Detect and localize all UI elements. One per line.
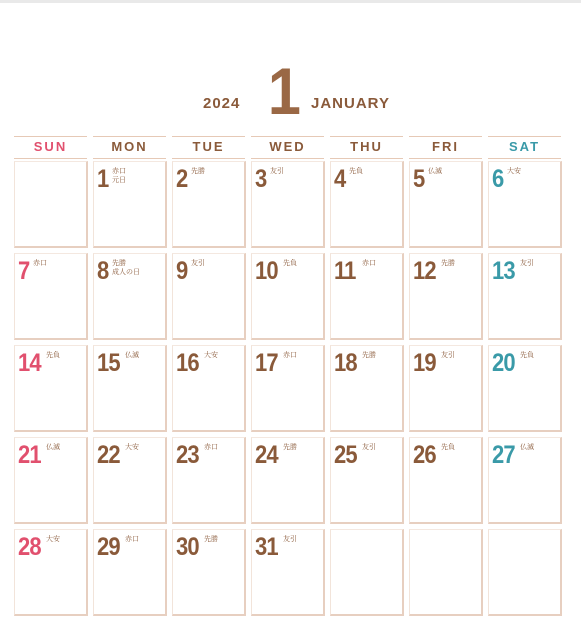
rokuyo-label: 先負 — [283, 260, 297, 267]
day-cell[interactable] — [488, 345, 562, 432]
day-cell[interactable] — [172, 529, 246, 616]
day-number: 9 — [176, 257, 188, 285]
day-cell[interactable] — [251, 253, 325, 340]
month-number: 1 — [267, 54, 301, 128]
weekday-mon: MON — [93, 138, 166, 156]
day-number: 22 — [97, 441, 120, 469]
rokuyo-label: 先勝 — [204, 536, 218, 543]
calendar-header — [0, 54, 581, 128]
weekday-thu: THU — [330, 138, 403, 156]
day-cell[interactable] — [14, 253, 88, 340]
rokuyo-label: 先負 — [441, 444, 455, 451]
rokuyo-label: 赤口 — [125, 536, 139, 543]
weekday-sat: SAT — [488, 138, 561, 156]
day-cell[interactable] — [409, 253, 483, 340]
rokuyo-label: 赤口 — [283, 352, 297, 359]
day-number: 27 — [492, 441, 515, 469]
day-number: 7 — [18, 257, 30, 285]
day-number: 30 — [176, 533, 199, 561]
month-name: JANUARY — [311, 95, 390, 112]
rokuyo-label: 大安 — [125, 444, 139, 451]
day-cell[interactable] — [93, 253, 167, 340]
day-cell[interactable] — [93, 529, 167, 616]
rokuyo-label: 友引 — [520, 260, 534, 267]
rokuyo-label: 仏滅 — [520, 444, 534, 451]
day-cell[interactable] — [488, 161, 562, 248]
rokuyo-label: 先負 — [46, 352, 60, 359]
day-number: 5 — [413, 165, 425, 193]
rokuyo-label: 赤口 — [33, 260, 47, 267]
day-cell[interactable] — [330, 161, 404, 248]
day-number: 4 — [334, 165, 346, 193]
weekday-tue: TUE — [172, 138, 245, 156]
rokuyo-label: 仏滅 — [46, 444, 60, 451]
rokuyo-label: 先勝 — [362, 352, 376, 359]
rokuyo-label: 先勝 — [441, 260, 455, 267]
day-cell[interactable] — [488, 253, 562, 340]
day-number: 13 — [492, 257, 515, 285]
weekday-wed: WED — [251, 138, 324, 156]
day-cell[interactable] — [409, 161, 483, 248]
day-cell[interactable] — [93, 345, 167, 432]
day-number: 31 — [255, 533, 278, 561]
day-number: 23 — [176, 441, 199, 469]
day-number: 25 — [334, 441, 357, 469]
day-number: 3 — [255, 165, 267, 193]
day-number: 6 — [492, 165, 504, 193]
year-label: 2024 — [203, 95, 241, 112]
day-cell[interactable] — [14, 529, 88, 616]
day-cell[interactable] — [93, 161, 167, 248]
empty-day-cell — [488, 529, 562, 616]
rokuyo-label: 友引 — [270, 168, 284, 175]
day-cell[interactable] — [330, 345, 404, 432]
rokuyo-label: 赤口 — [362, 260, 376, 267]
day-number: 28 — [18, 533, 41, 561]
rokuyo-label: 赤口 — [112, 168, 126, 175]
day-cell[interactable] — [251, 529, 325, 616]
calendar-grid — [14, 161, 568, 621]
empty-day-cell — [14, 161, 88, 248]
day-cell[interactable] — [93, 437, 167, 524]
rokuyo-label: 友引 — [362, 444, 376, 451]
empty-day-cell — [330, 529, 404, 616]
day-number: 18 — [334, 349, 357, 377]
rokuyo-label: 先負 — [520, 352, 534, 359]
day-number: 17 — [255, 349, 278, 377]
empty-day-cell — [409, 529, 483, 616]
day-cell[interactable] — [172, 437, 246, 524]
day-cell[interactable] — [172, 253, 246, 340]
day-cell[interactable] — [251, 161, 325, 248]
rokuyo-label: 仏滅 — [125, 352, 139, 359]
day-cell[interactable] — [14, 437, 88, 524]
day-cell[interactable] — [330, 437, 404, 524]
day-number: 1 — [97, 165, 109, 193]
day-number: 16 — [176, 349, 199, 377]
day-number: 21 — [18, 441, 41, 469]
day-number: 24 — [255, 441, 278, 469]
rokuyo-label: 友引 — [283, 536, 297, 543]
day-number: 11 — [334, 257, 356, 285]
rokuyo-label: 友引 — [191, 260, 205, 267]
weekday-sun: SUN — [14, 138, 87, 156]
day-cell[interactable] — [409, 437, 483, 524]
rokuyo-label: 先負 — [349, 168, 363, 175]
day-number: 20 — [492, 349, 515, 377]
day-cell[interactable] — [14, 345, 88, 432]
day-number: 8 — [97, 257, 109, 285]
day-cell[interactable] — [409, 345, 483, 432]
rokuyo-label: 大安 — [204, 352, 218, 359]
day-cell[interactable] — [330, 253, 404, 340]
holiday-label: 成人の日 — [112, 269, 140, 276]
rokuyo-label: 大安 — [507, 168, 521, 175]
rokuyo-label: 仏滅 — [428, 168, 442, 175]
weekday-header-row — [14, 138, 568, 160]
day-number: 15 — [97, 349, 120, 377]
day-cell[interactable] — [251, 345, 325, 432]
day-number: 26 — [413, 441, 436, 469]
rokuyo-label: 先勝 — [191, 168, 205, 175]
day-number: 10 — [255, 257, 278, 285]
day-cell[interactable] — [251, 437, 325, 524]
rokuyo-label: 赤口 — [204, 444, 218, 451]
rokuyo-label: 友引 — [441, 352, 455, 359]
top-edge — [0, 0, 581, 3]
holiday-label: 元日 — [112, 177, 126, 184]
day-number: 29 — [97, 533, 120, 561]
day-cell[interactable] — [488, 437, 562, 524]
rokuyo-label: 先勝 — [112, 260, 126, 267]
day-cell[interactable] — [172, 161, 246, 248]
day-number: 14 — [18, 349, 41, 377]
day-number: 2 — [176, 165, 188, 193]
weekday-fri: FRI — [409, 138, 482, 156]
rokuyo-label: 大安 — [46, 536, 60, 543]
day-number: 12 — [413, 257, 436, 285]
day-number: 19 — [413, 349, 436, 377]
day-cell[interactable] — [172, 345, 246, 432]
rokuyo-label: 先勝 — [283, 444, 297, 451]
